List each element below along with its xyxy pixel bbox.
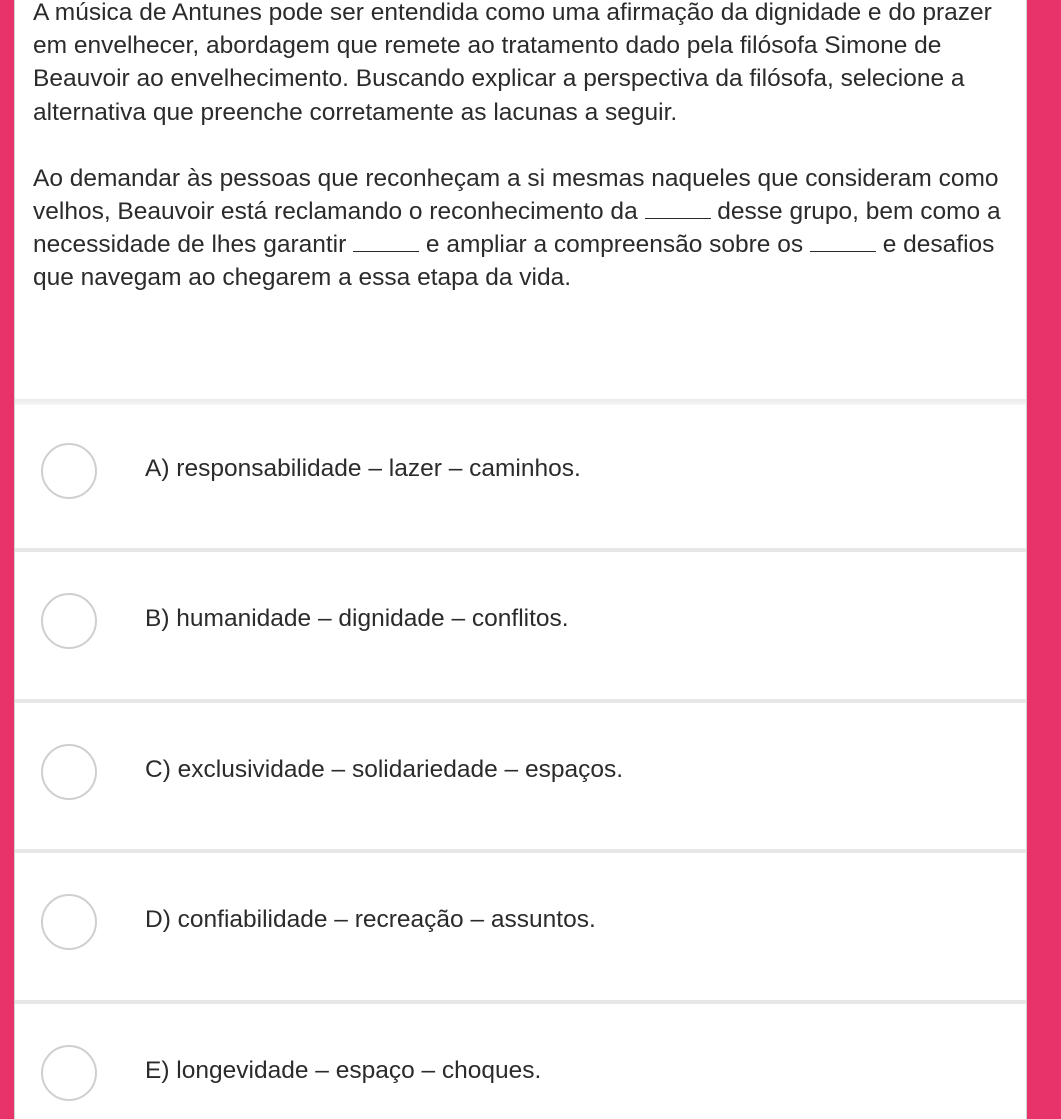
option-e-label: E) longevidade – espaço – choques.	[145, 1057, 542, 1084]
option-c-radio[interactable]	[41, 744, 97, 800]
option-e-radio[interactable]	[41, 1045, 97, 1101]
question-intro: A música de Antunes pode ser entendida como uma afirmação da dignidade e do prazer em envelhecer, abordagem que remete ao tratamento dado pela filósofa Simone de Beauvoir ao envelhecimento. Buscando explicar a perspectiva da filósofa, selecione a alternativa que preenche corretamente as lacunas a seguir.	[33, 0, 992, 126]
option-e[interactable]	[15, 1004, 1026, 1119]
option-b[interactable]	[15, 552, 1026, 698]
statement-part-3: e ampliar a compreensão sobre os	[419, 231, 810, 259]
option-a-label: A) responsabilidade – lazer – caminhos.	[145, 455, 581, 482]
option-d[interactable]	[15, 853, 1026, 999]
statement-part-4: e desafios que navegam ao chegarem a essa etapa da vida.	[33, 231, 995, 292]
statement-part-2: desse grupo, bem como a necessidade de lhes garantir	[33, 198, 1001, 259]
option-c[interactable]	[15, 703, 1026, 849]
question-card	[14, 0, 1027, 1119]
option-a[interactable]	[15, 402, 1026, 548]
blank-1	[645, 197, 711, 219]
statement-part-1: Ao demandar às pessoas que reconheçam a si mesmas naqueles que consideram como velhos, Beauvoir está reclamando o reconhecimento da	[33, 164, 999, 226]
option-c-label: C) exclusividade – solidariedade – espaços.	[145, 756, 624, 783]
option-a-radio[interactable]	[41, 443, 97, 499]
option-b-label: B) humanidade – dignidade – conflitos.	[145, 605, 569, 632]
question-statement	[33, 162, 1008, 295]
option-b-radio[interactable]	[41, 593, 97, 649]
blank-3	[810, 230, 876, 252]
question-text	[33, 0, 1008, 295]
option-d-label: D) confiabilidade – recreação – assuntos.	[145, 906, 596, 933]
blank-2	[353, 230, 419, 252]
option-d-radio[interactable]	[41, 894, 97, 950]
